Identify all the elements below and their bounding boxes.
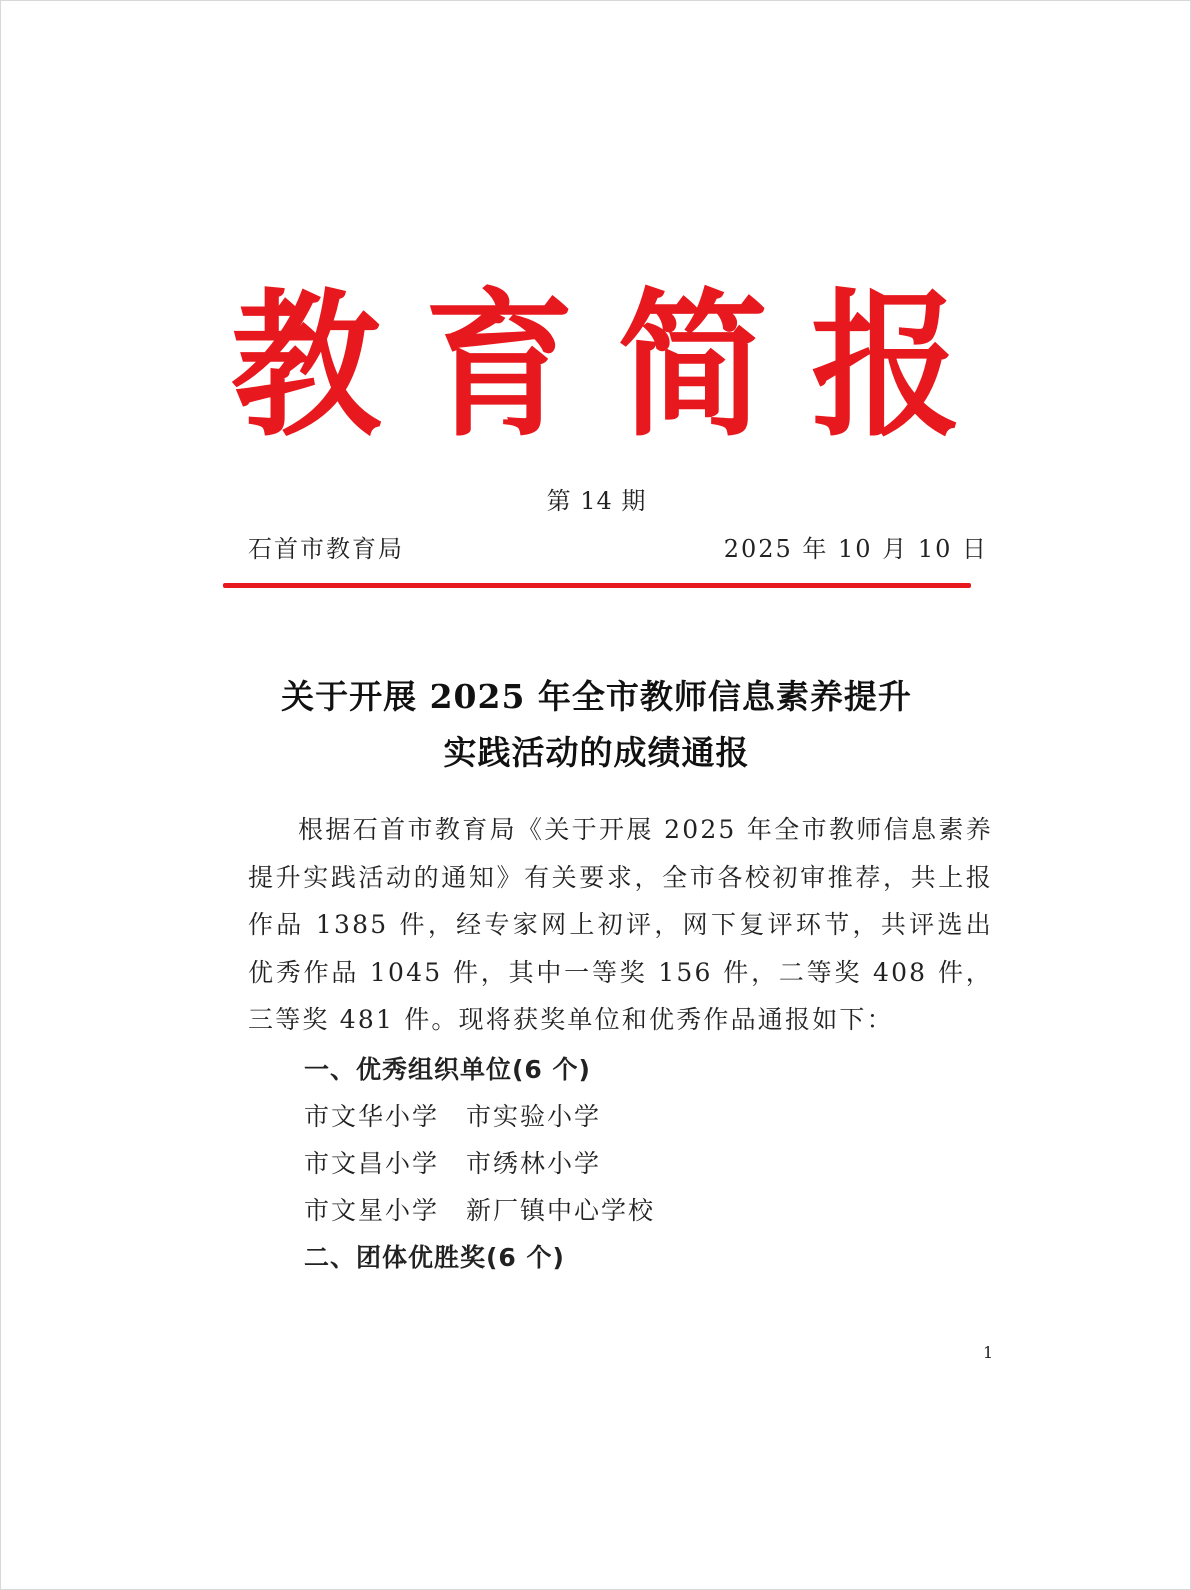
body-paragraph: 根据石首市教育局《关于开展 2025 年全市教师信息素养提升实践活动的通知》有关要求，全市各校初审推荐，共上报作品 1385 件，经专家网上初评，网下复评环节，共评选出优秀作品 1045 件，其中一等奖 156 件，二等奖 408 件，三等奖 481 件。现将获奖单位和优秀作品通报如下： <box>248 815 993 1034</box>
page-number: 1 <box>983 1343 994 1362</box>
award-list <box>304 1046 655 1281</box>
title-line-1: 关于开展 2025 年全市教师信息素养提升 <box>281 677 912 716</box>
school-name: 市绣林小学 <box>466 1149 602 1178</box>
issuer-date-row <box>248 529 988 564</box>
school-row <box>304 1187 655 1234</box>
section-heading-1: 一、优秀组织单位(6 个) <box>304 1055 591 1084</box>
school-name: 新厂镇中心学校 <box>466 1196 656 1225</box>
school-name: 市文华小学 <box>304 1102 440 1131</box>
issue-date: 2025 年 10 月 10 日 <box>723 535 988 563</box>
red-divider <box>223 583 971 588</box>
masthead-char: 简 <box>617 273 768 459</box>
document-title <box>1 669 1191 781</box>
masthead-char: 教 <box>231 273 382 459</box>
school-row <box>304 1140 655 1187</box>
school-name: 市文星小学 <box>304 1196 440 1225</box>
body-text <box>248 806 993 1044</box>
issuer: 石首市教育局 <box>248 535 404 563</box>
masthead-title <box>231 273 961 459</box>
masthead-char: 报 <box>810 273 961 459</box>
issue-number: 第 14 期 <box>546 487 647 515</box>
school-name: 市实验小学 <box>466 1102 602 1131</box>
school-row <box>304 1093 655 1140</box>
masthead-char: 育 <box>424 273 575 459</box>
school-name: 市文昌小学 <box>304 1149 440 1178</box>
section-heading-2: 二、团体优胜奖(6 个) <box>304 1243 565 1272</box>
title-line-2: 实践活动的成绩通报 <box>443 733 750 772</box>
